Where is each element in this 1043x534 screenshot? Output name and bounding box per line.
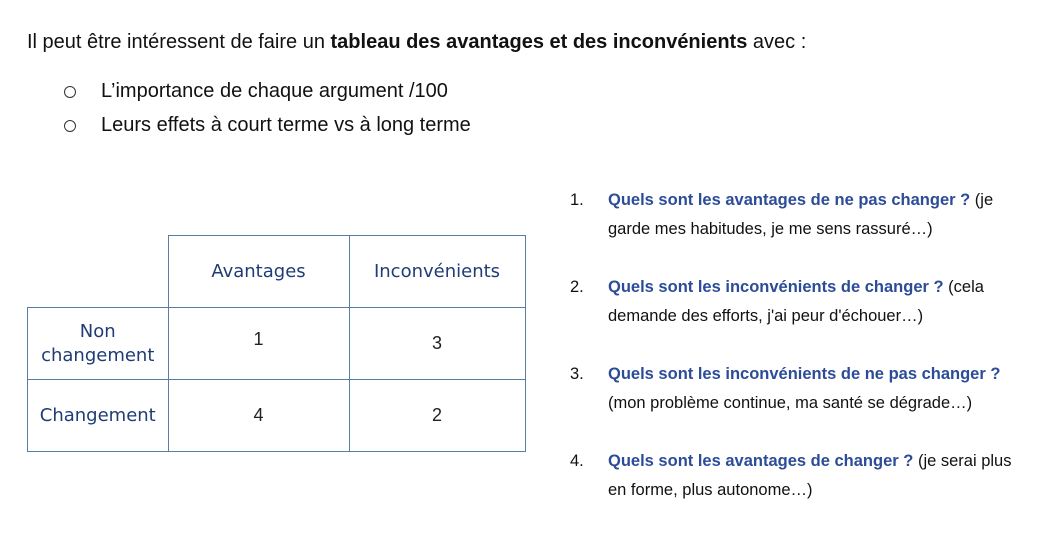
- question-title: Quels sont les inconvénients de changer ?: [608, 278, 944, 296]
- row-header-cell: [28, 308, 169, 380]
- value-cell: [349, 380, 525, 452]
- bullet-text: Leurs effets à court terme vs à long terme: [101, 114, 471, 136]
- question-title: Quels sont les inconvénients de ne pas changer ?: [608, 365, 1001, 383]
- value-cell: [349, 308, 525, 380]
- header-cell-avantages: [168, 236, 349, 308]
- question-body: [608, 186, 1033, 244]
- question-example: (je serai plus en forme, plus autonome…): [608, 452, 1012, 499]
- bullet-text: L’importance de chaque argument /100: [101, 80, 448, 102]
- question-body: [608, 447, 1033, 505]
- question-title: Quels sont les avantages de ne pas changer ?: [608, 191, 971, 209]
- table-corner-cell: [28, 236, 169, 308]
- cell-value: 2: [431, 405, 442, 425]
- question-number: 1.: [570, 191, 584, 209]
- row-header-cell: [28, 380, 169, 452]
- intro-text-bold: tableau des avantages et des inconvénients: [330, 31, 748, 53]
- question-body: [608, 273, 1033, 331]
- question-body: [608, 360, 1033, 418]
- hollow-circle-bullet-icon: [64, 86, 76, 98]
- value-cell: [168, 380, 349, 452]
- value-cell: [168, 308, 349, 380]
- cell-value: 1: [253, 329, 264, 349]
- row-header-line: Non: [79, 320, 116, 342]
- question-number: 4.: [570, 452, 584, 470]
- row-header-line: Changement: [39, 404, 156, 426]
- question-example: (mon problème continue, ma santé se dégrade…): [608, 394, 973, 412]
- cell-value: 3: [431, 333, 442, 353]
- question-example: (je garde mes habitudes, je me sens rassuré…): [608, 191, 994, 238]
- question-example: (cela demande des efforts, j'ai peur d'échouer…): [608, 278, 984, 325]
- table-row: [28, 308, 526, 380]
- hollow-circle-bullet-icon: [64, 120, 76, 132]
- pros-cons-table: [27, 235, 526, 452]
- intro-paragraph: [27, 29, 806, 55]
- question-number: 2.: [570, 278, 584, 296]
- cell-value: 4: [253, 405, 264, 425]
- intro-text-end: avec :: [747, 31, 807, 53]
- intro-text-start: Il peut être intéressent de faire un: [27, 31, 331, 53]
- question-title: Quels sont les avantages de changer ?: [608, 452, 914, 470]
- header-cell-inconvenients: [349, 236, 525, 308]
- question-number: 3.: [570, 365, 584, 383]
- column-header: Inconvénients: [373, 260, 501, 282]
- column-header: Avantages: [211, 260, 306, 282]
- row-header-line: changement: [41, 344, 155, 366]
- table-row: [28, 380, 526, 452]
